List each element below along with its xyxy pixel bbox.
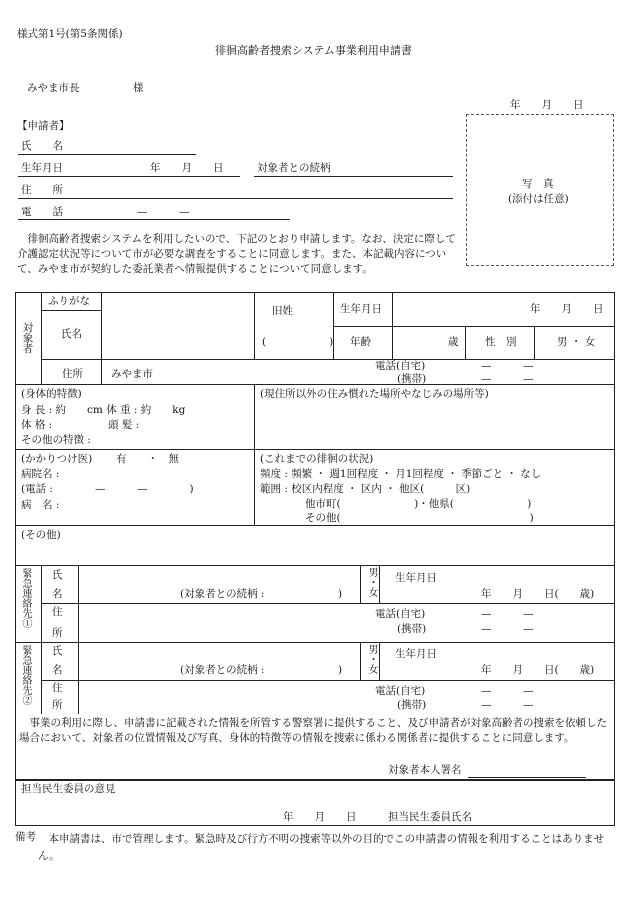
emergency-1-name-b: 名	[52, 588, 63, 600]
misc-title: (その他)	[21, 529, 61, 541]
doctor-phone[interactable]: (電話 : — — )	[21, 483, 194, 495]
emergency-2-name-a: 氏	[52, 645, 63, 657]
applicant-name-label: 氏 名	[21, 140, 63, 152]
places-title: (現住所以外の住み慣れた場所やなじみの場所等)	[260, 388, 489, 400]
target-address-label: 住所	[62, 368, 83, 380]
photo-note: (添付は任意)	[508, 193, 569, 205]
note-text: 本申請書は、市で管理します。緊急時及び行方不明の捜索等以外の目的でこの申請書の情報を利用することはありません。	[38, 833, 605, 862]
emergency-2-name-b: 名	[52, 664, 63, 676]
target-former-name-field[interactable]: ( )	[262, 336, 334, 348]
applicant-birth-field[interactable]	[18, 176, 240, 177]
emergency-1-phone-mobile-dash[interactable]: — —	[481, 623, 534, 635]
emergency-2-addr-a: 住	[52, 682, 63, 694]
emergency-1-gender[interactable]: 男・女	[366, 567, 377, 597]
emergency-2-phone-mobile-label: (携帯)	[397, 699, 427, 711]
emergency-1-addr-b: 所	[52, 627, 63, 639]
emergency-1-relation[interactable]: (対象者との続柄 : )	[180, 588, 343, 600]
doctor-options[interactable]: 有 ・ 無	[116, 453, 179, 465]
honorific: 様	[133, 82, 144, 94]
target-city: みやま市	[111, 368, 153, 380]
commissioner-date[interactable]: 年 月 日	[283, 811, 357, 823]
form-number: 様式第1号(第5条関係)	[17, 28, 123, 40]
applicant-address-label: 住 所	[21, 184, 63, 196]
target-phone-home-label: 電話(自宅)	[375, 360, 426, 372]
applicant-birth-date: 年 月 日	[150, 162, 224, 174]
emergency-1-phone-mobile-label: (携帯)	[397, 623, 427, 635]
target-former-name-label: 旧姓	[272, 305, 293, 317]
target-gender-label: 性 別	[485, 336, 517, 348]
target-gender-options[interactable]: 男 ・ 女	[557, 336, 596, 348]
features-height-weight[interactable]: 身 長 : 約 cm 体 重 : 約 kg	[21, 404, 186, 416]
commissioner-name-label: 担当民生委員氏名	[388, 811, 472, 823]
emergency-2-phone-home-label: 電話(自宅)	[375, 685, 426, 697]
page-title: 徘徊高齢者捜索システム事業利用申請書	[215, 44, 412, 57]
emergency-1-birth-date[interactable]: 年 月 日( 歳)	[481, 588, 595, 600]
features-build-hair[interactable]: 体 格 : 頭 髪 :	[21, 419, 140, 431]
target-furigana-label: ふりがな	[48, 295, 90, 307]
doctor-hospital[interactable]: 病院名 :	[21, 468, 60, 480]
doctor-title: (かかりつけ医)	[21, 453, 93, 465]
commissioner-opinion-label: 担当民生委員の意見	[21, 783, 116, 795]
applicant-birth-label: 生年月日	[21, 162, 63, 174]
features-other[interactable]: その他の特徴 :	[21, 434, 91, 446]
emergency-2-birth-date[interactable]: 年 月 日( 歳)	[481, 664, 595, 676]
wandering-other[interactable]: その他( )	[305, 512, 534, 524]
signature-field[interactable]	[468, 777, 586, 778]
application-date: 年 月 日	[510, 99, 584, 111]
target-phone-mobile-dash[interactable]: — —	[481, 373, 534, 385]
photo-label: 写 真	[522, 178, 554, 190]
emergency-2-relation[interactable]: (対象者との続柄 : )	[180, 664, 343, 676]
emergency-1-addr-a: 住	[52, 606, 63, 618]
applicant-section-title: 【申請者】	[17, 120, 70, 132]
target-age-label: 年齢	[350, 336, 371, 348]
emergency-1-birth-label: 生年月日	[395, 572, 437, 584]
wandering-range[interactable]: 範囲 : 校区内程度 ・ 区内 ・ 他区( 区)	[260, 483, 471, 495]
emergency-2-phone-home-dash[interactable]: — —	[481, 685, 534, 697]
target-phone-home-dash[interactable]: — —	[481, 360, 534, 372]
target-name-label: 氏名	[61, 328, 82, 340]
doctor-disease[interactable]: 病 名 :	[21, 499, 60, 511]
target-phone-mobile-label: (携帯)	[397, 373, 427, 385]
emergency-2-addr-b: 所	[52, 699, 63, 711]
target-birth-label: 生年月日	[340, 303, 382, 315]
emergency-1-phone-home-label: 電話(自宅)	[375, 608, 426, 620]
emergency-1-name-a: 氏	[52, 569, 63, 581]
applicant-phone-label: 電 話	[21, 206, 63, 218]
emergency-2-birth-label: 生年月日	[395, 648, 437, 660]
applicant-phone-field[interactable]	[18, 219, 290, 220]
applicant-relation-label: 対象者との続柄	[257, 162, 331, 174]
applicant-address-field[interactable]	[18, 198, 453, 199]
consent-text: 事業の利用に際し、申請書に記載された情報を所管する警察署に提供すること、及び申請者が対象高齢者の捜索を依頼した場合において、対象者の位置情報及び写真、身体的特徴等の情報を捜索に係わる関係者に提供することに同意します。	[19, 717, 607, 744]
emergency-2-gender[interactable]: 男・女	[366, 644, 377, 674]
applicant-phone-separator: — —	[137, 206, 190, 218]
target-birth-date[interactable]: 年 月 日	[530, 303, 604, 315]
emergency-1-phone-home-dash[interactable]: — —	[481, 608, 534, 620]
target-name-field[interactable]	[101, 292, 254, 359]
emergency-2-side-label: 緊急連絡先②	[20, 645, 31, 705]
wandering-other-city[interactable]: 他市町( )・他県( )	[305, 498, 532, 510]
target-side-label: 対象者	[21, 322, 34, 354]
note-label: 備考	[15, 831, 36, 843]
emergency-2-phone-mobile-dash[interactable]: — —	[481, 699, 534, 711]
applicant-relation-field[interactable]	[254, 176, 453, 177]
features-title: (身体的特徴)	[21, 388, 82, 400]
intro-text: 徘徊高齢者捜索システムを利用したいので、下記のとおり申請します。なお、決定に際して介護認定状況等について市が必要な調査をすることに同意します。また、本記載内容について、みやま市が契約した委託業者へ情報提供することについて同意します。	[17, 233, 456, 275]
signature-label: 対象者本人署名	[388, 764, 462, 776]
emergency-1-side-label: 緊急連絡先①	[20, 568, 31, 628]
wandering-frequency[interactable]: 頻度 : 頻繁 ・ 週1回程度 ・ 月1回程度 ・ 季節ごと ・ なし	[260, 468, 542, 480]
wandering-title: (これまでの徘徊の状況)	[260, 453, 374, 465]
applicant-name-field[interactable]	[18, 154, 196, 155]
addressee: みやま市長	[27, 82, 80, 94]
target-age-unit: 歳	[448, 336, 459, 348]
